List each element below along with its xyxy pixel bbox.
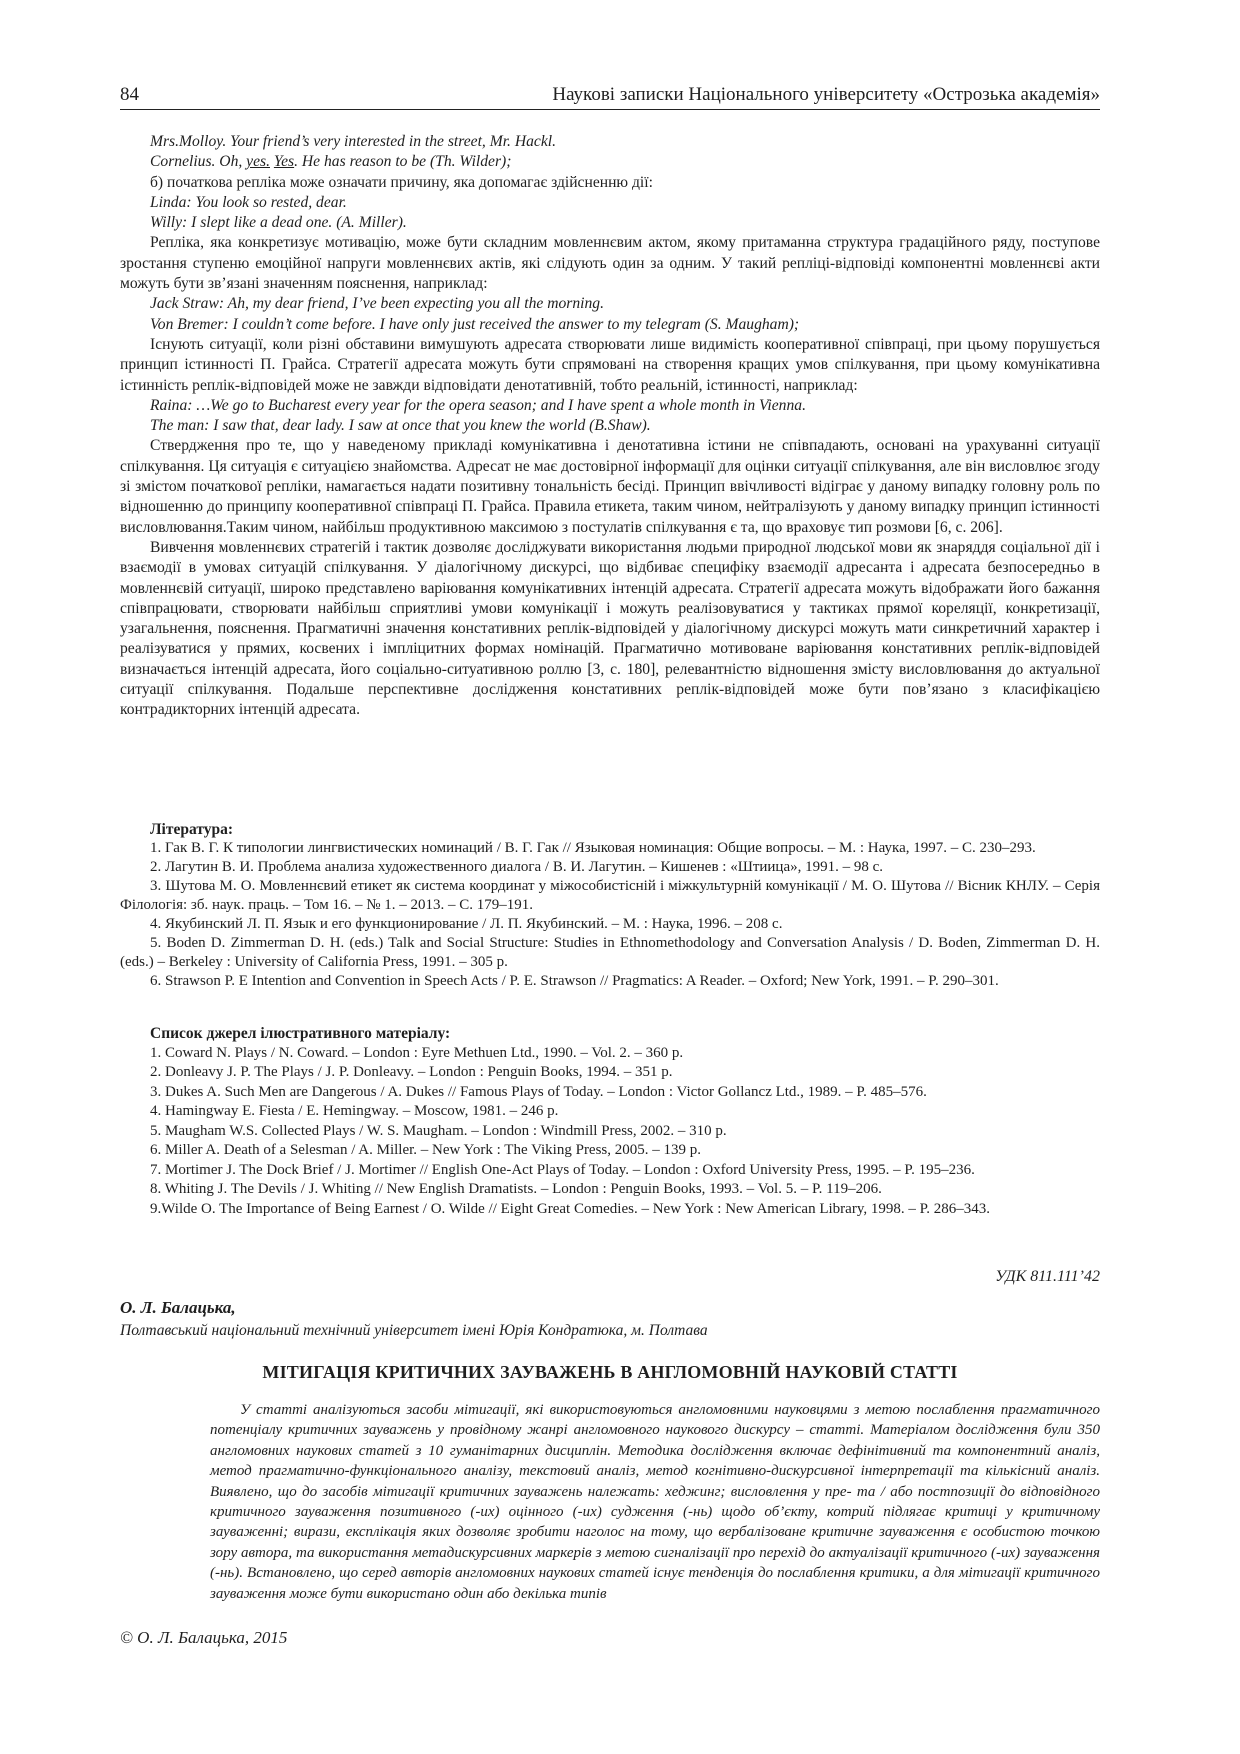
sources-section [120, 1024, 1100, 1219]
source-item: 9.Wilde O. The Importance of Being Earnest / O. Wilde // Eight Great Comedies. – New York : New American Library, 1998. – P. 286–343. [150, 1200, 991, 1217]
source-item: 2. Donleavy J. P. The Plays / J. P. Donleavy. – London : Penguin Books, 1994. – 351 p. [150, 1064, 673, 1080]
reference-item: 4. Якубинский Л. П. Язык и его функционирование / Л. П. Якубинский. – М. : Наука, 1996. – 208 с. [150, 916, 783, 932]
example-text: . He has reason to be (Th. Wilder); [294, 153, 512, 171]
paragraph: Ствердження про те, що у наведеному прикладі комунікативна і денотативна істини не співпадають, основані на урахуванні ситуації спілкування. Ця ситуація є ситуацією знайомства. Адресат не має достовірної інформації для оцінки ситуації спілкування, але він висловлює згоду зі змістом початкової репліки, намагається надати позитивну тональність бесіді. Принцип ввічливості відіграє у даному випадку головну роль по відношенню до принципу кооперативної співпраці П. Грайса. Правила етикета, таким чином, нейтралізують у даному випадку принцип істинності висловлювання.Таким чином, найбільш продуктивною максимою з постулатів спілкування є та, що враховує тип розмови [6, с. 206]. [120, 437, 1100, 536]
reference-item: 2. Лагутин В. И. Проблема анализа художественного диалога / В. И. Лагутин. – Кишенев : «Штиица», 1991. – 98 с. [150, 859, 884, 875]
article-body [120, 132, 1100, 721]
reference-item: 5. Boden D. Zimmerman D. H. (eds.) Talk and Social Structure: Studies in Ethnomethodology and Conversation Analysis / D. Boden, Zimmerman D. H. (eds.) – Berkeley : University of California Press, 1991. – 305 p. [120, 935, 1100, 970]
article-title: МІТИГАЦІЯ КРИТИЧНИХ ЗАУВАЖЕНЬ В АНГЛОМОВНІЙ НАУКОВІЙ СТАТТІ [262, 1362, 958, 1382]
paragraph: Репліка, яка конкретизує мотивацію, може бути складним мовленнєвим актом, якому притаманна структура градаційного ряду, поступове зростання ступеню емоційної напруги мовленнєвих актів, які слідують один за одним. У такий репліці-відповіді компонентні мовленнєві акти можуть бути зв’язані значенням пояснення, наприклад: [120, 234, 1100, 293]
example-line: Willy: I slept like a dead one. (A. Miller). [150, 214, 407, 232]
running-header [120, 80, 1100, 110]
source-item: 1. Coward N. Plays / N. Coward. – London : Eyre Methuen Ltd., 1990. – Vol. 2. – 360 p. [150, 1044, 684, 1061]
copyright-notice: © О. Л. Балацька, 2015 [120, 1628, 288, 1647]
source-item: 6. Miller A. Death of a Selesman / A. Miller. – New York : The Viking Press, 2005. – 139 p. [150, 1142, 702, 1158]
reference-item: 1. Гак В. Г. К типологии лингвистических номинаций / В. Г. Гак // Языковая номинация: Общие вопросы. – М. : Наука, 1997. – С. 230–293. [150, 840, 1036, 856]
example-line: Linda: You look so rested, dear. [150, 193, 347, 211]
source-item: 3. Dukes A. Such Men are Dangerous / A. Dukes // Famous Plays of Today. – London : Victor Gollancz Ltd., 1989. – P. 485–576. [150, 1083, 927, 1100]
paragraph: Існують ситуації, коли різні обставини вимушують адресата створювати лише видимість кооперативної співпраці, при цьому порушується принцип істинності П. Грайса. Стратегії адресата можуть бути спрямовані на створення кращих умов спілкування, при цьому комунікативна істинність реплік-відповідей може не завжди відповідати денотативній, тобто реальній, істинності, наприклад: [120, 335, 1100, 394]
reference-item: 3. Шутова М. О. Мовленнєвий етикет як система координат у міжособистісній і міжкультурній комунікації / М. О. Шутова // Вісник КНЛУ. – Серія Філологія: зб. наук. праць. – Том 16. – № 1. – 2013. – С. 179–191. [120, 878, 1100, 913]
udk-code: УДК 811.111’42 [995, 1268, 1100, 1285]
sources-heading: Список джерел ілюстративного матеріалу: [150, 1025, 451, 1042]
references-section [120, 820, 1100, 991]
source-item: 7. Mortimer J. The Dock Brief / J. Mortimer // English One-Act Plays of Today. – London : Oxford University Press, 1995. – P. 195–236. [150, 1161, 975, 1178]
source-item: 8. Whiting J. The Devils / J. Whiting // New English Dramatists. – London : Penguin Books, 1993. – Vol. 5. – P. 119–206. [150, 1181, 882, 1197]
example-line: Jack Straw: Ah, my dear friend, I’ve been expecting you all the morning. [150, 295, 604, 313]
underlined-text: Yes [273, 153, 295, 171]
author-name: О. Л. Балацька, [120, 1298, 236, 1317]
example-line: Mrs.Molloy. Your friend’s very interested in the street, Mr. Hackl. [150, 133, 556, 150]
reference-item: 6. Strawson P. E Intention and Convention in Speech Acts / P. E. Strawson // Pragmatics: A Reader. – Oxford; New York, 1991. – P. 290–301. [150, 973, 999, 989]
underlined-text: yes. [246, 153, 270, 171]
source-item: 5. Maugham W.S. Collected Plays / W. S. Maugham. – London : Windmill Press, 2002. – 310 p. [150, 1122, 727, 1139]
journal-title: Наукові записки Національного університету «Острозька академія» [552, 84, 1100, 105]
source-item: 4. Hamingway E. Fiesta / E. Hemingway. – Moscow, 1981. – 246 p. [150, 1103, 559, 1119]
author-affiliation: Полтавський національний технічний університет імені Юрія Кондратюка, м. Полтава [120, 1322, 708, 1339]
page-number: 84 [120, 84, 139, 105]
example-line [120, 152, 1100, 172]
example-line: The man: I saw that, dear lady. I saw at once that you knew the world (B.Shaw). [150, 417, 651, 435]
example-line: Raina: …We go to Bucharest every year for the opera season; and I have spent a whole month in Vienna. [150, 396, 806, 414]
references-heading: Література: [150, 821, 234, 838]
paragraph: Вивчення мовленнєвих стратегій і тактик дозволяє досліджувати використання людьми природної людської мови як знаряддя соціальної дії і взаємодії в умовах ситуацій спілкування. У діалогічному дискурсі, що відбиває специфіку взаємодії адресанта і адресата безпосередньо в мовленнєвій ситуації, широко представлено варіювання комунікативних інтенцій адресата. Стратегії адресата можуть відображати його бажання співпрацювати, створювати найбільш сприятливі умови комунікації і можуть реалізовуватися у тактиках прямої кореляції, конкретизації, узагальнення, пояснення. Прагматичні значення констативних реплік-відповідей у діалогічному дискурсі можуть мати синкретичний характер і реалізуватися у прямих, косвених і імпліцитних формах номінацій. Прагматично мотивоване варіювання констативних реплік-відповідей визначається інтенцій адресата, його соціально-ситуативною роллю [3, с. 180], релевантністю відношення змісту висловлювання до актуальної ситуації спілкування. Подальше перспективне дослідження констативних реплік-відповідей може бути пов’язано з класифікацією контрадикторних інтенцій адресата. [120, 538, 1100, 719]
example-text: Cornelius. Oh, [150, 153, 247, 171]
article-abstract: У статті аналізуються засоби мітигації, які використовуються англомовними науковцями з метою послаблення прагматичного потенціалу критичних зауважень у провідному жанрі англомовного наукового дискурсу – статті. Матеріалом дослідження були 350 англомовних наукових статей з 10 гуманітарних дисциплін. Методика дослідження включає дефінітивний та компонентний аналіз, метод прагматично-функціонального аналізу, текстовий аналіз, метод когнітивно-дискурсивної інтерпретації та кількісний аналіз. Виявлено, що до засобів мітигації критичних зауважень належать: хеджинг; висловлення у пре- та / або постпозиції до відповідного критичного зауваження позитивного (-их) оцінного (-их) судження (-нь) щодо об’єкту, котрий підлягає критиці у критичному зауваженні; вирази, експлікація яких дозволяє зробити наголос на тому, що вербалізоване критичне зауваження є особистою точкою зору автора, та використання метадискурсивних маркерів з метою сигналізації про перехід до актуалізації критичного (-их) зауваження (-нь). Встановлено, що серед авторів англомовних наукових статей існує тенденція до послаблення критики, а для мітигації критичного зауваження може бути використано один або декілька типів [210, 1402, 1100, 1602]
list-item-b: б) початкова репліка може означати причину, яка допомагає здійсненню дії: [150, 173, 653, 191]
example-line: Von Bremer: I couldn’t come before. I have only just received the answer to my telegram (S. Maugham); [150, 315, 800, 333]
